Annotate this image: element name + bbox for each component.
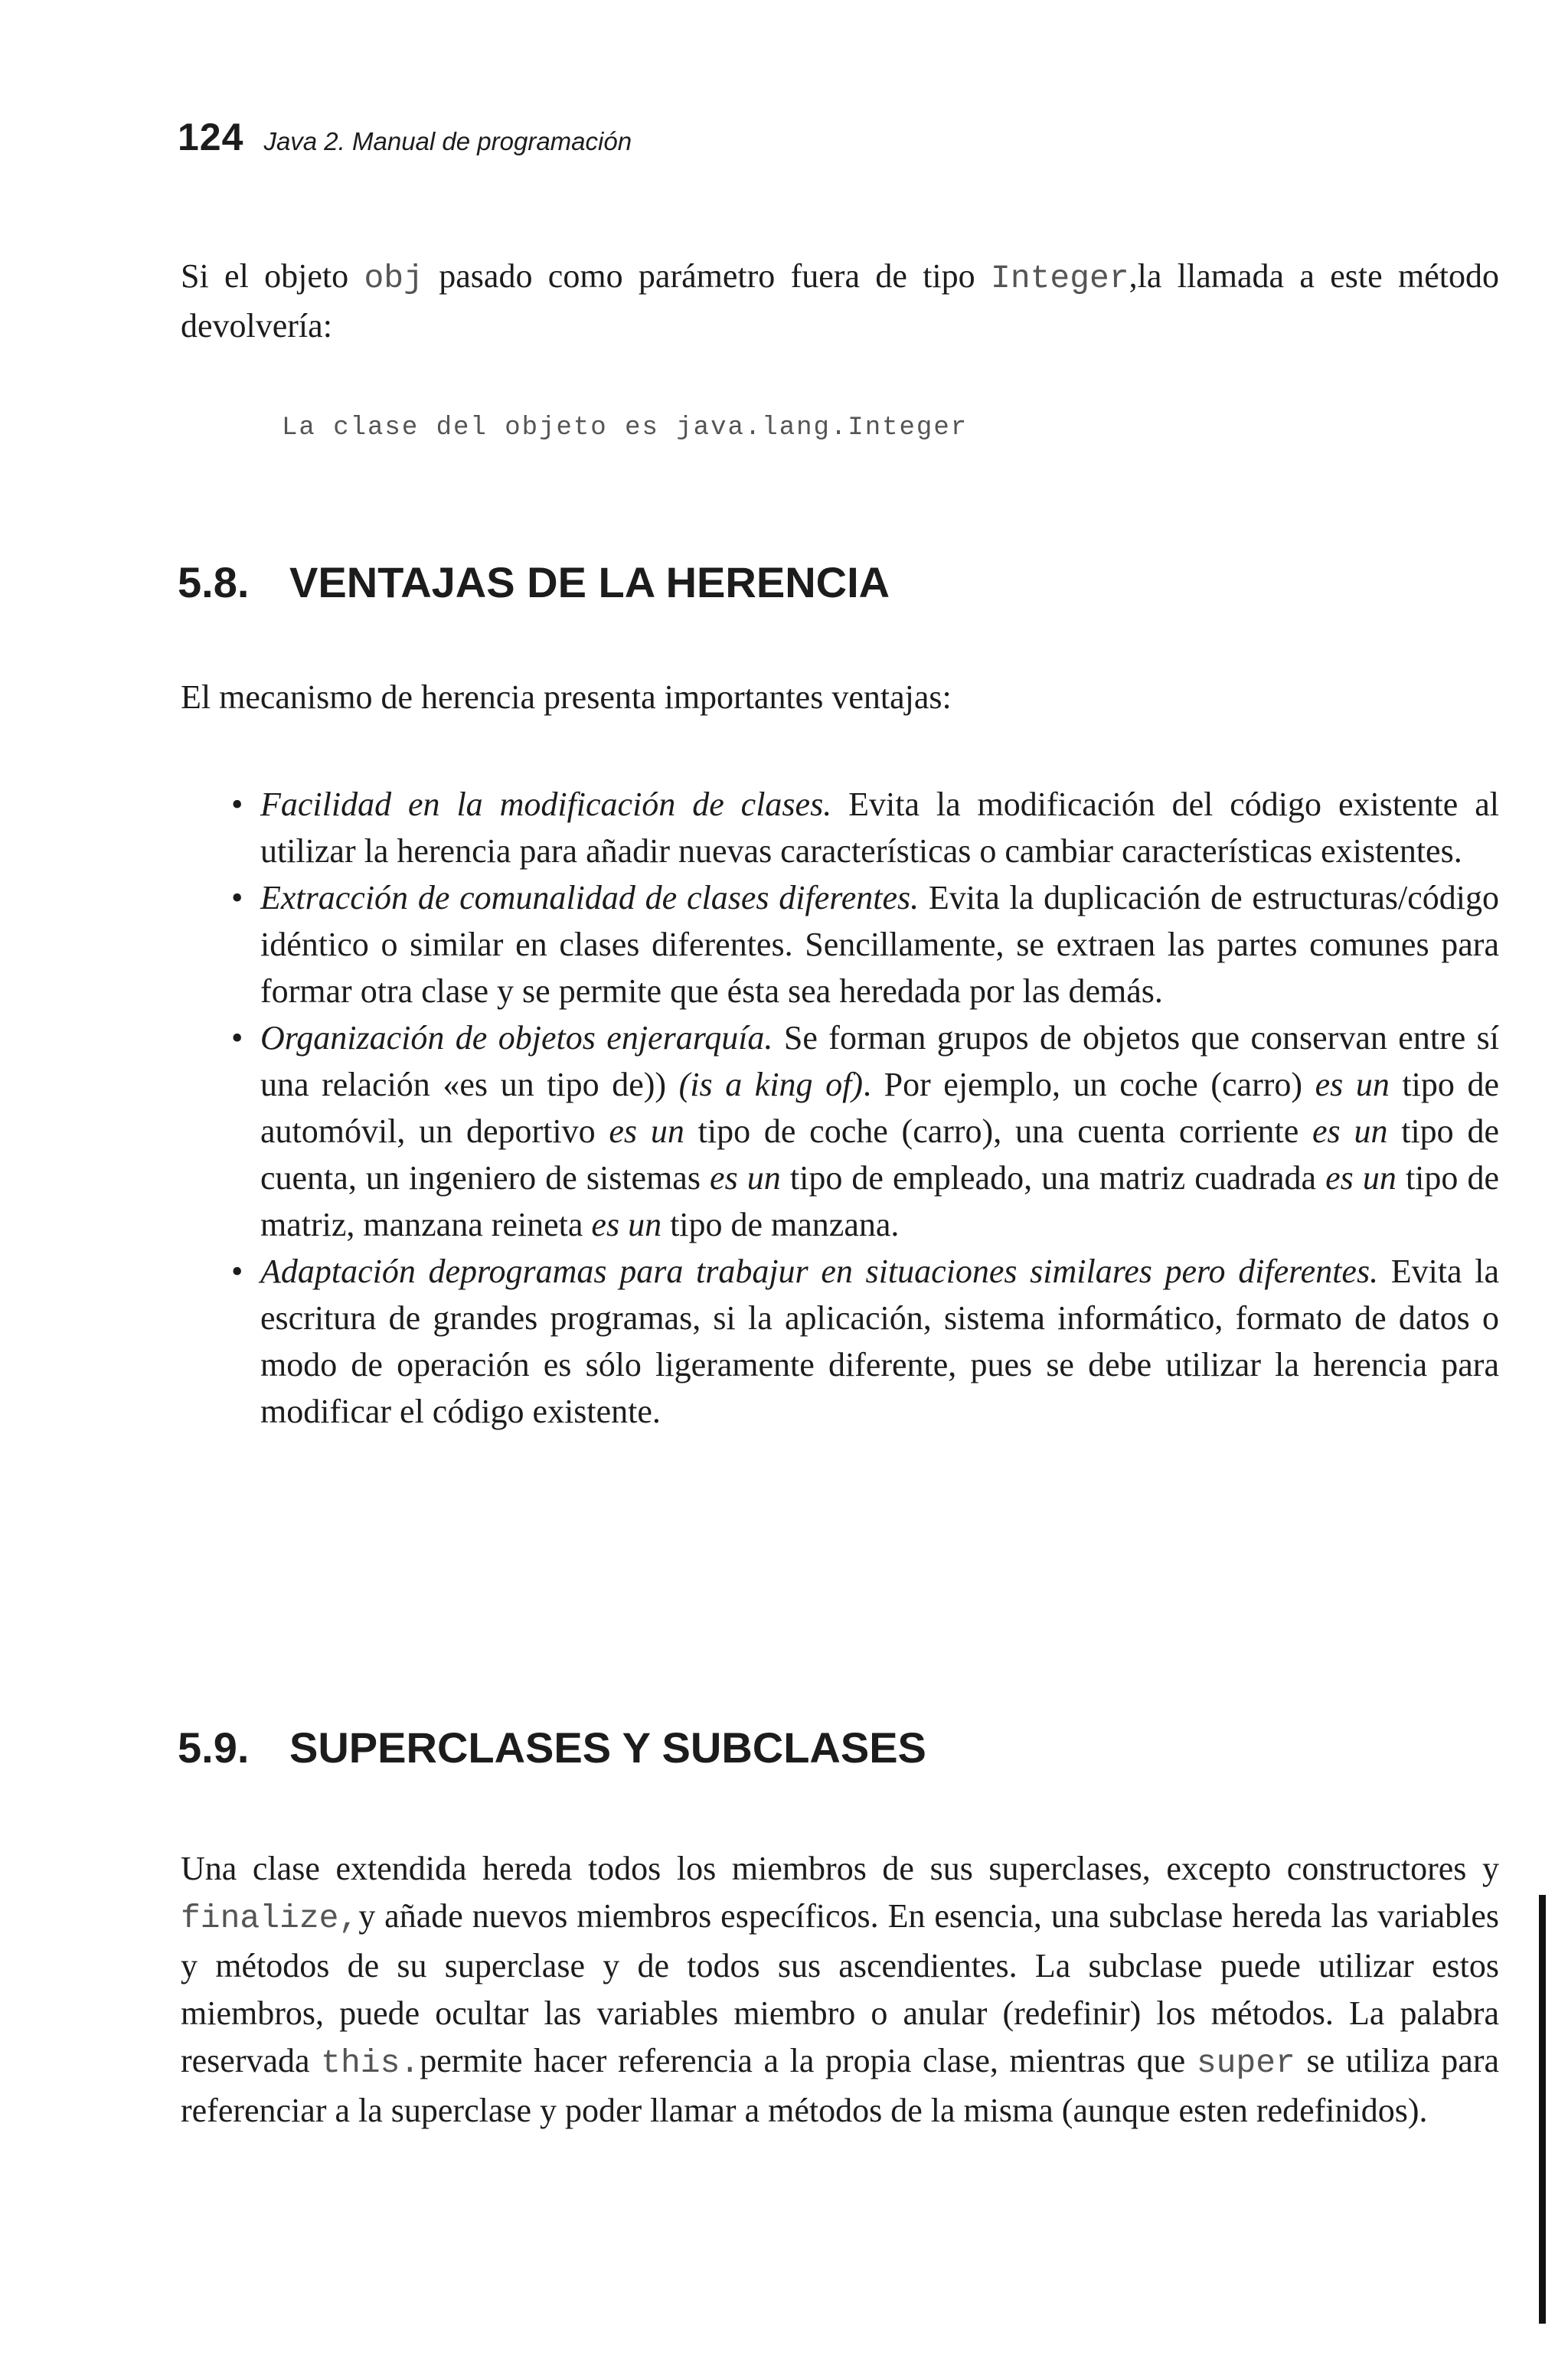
paragraph-text: permite hacer referencia a la propia clase, mientras que: [420, 2042, 1197, 2079]
paragraph-text: se utiliza para referenciar a la superclase y poder llamar a métodos de la misma (aunque esten redefinidos).: [181, 2042, 1499, 2129]
bullet-italic: (is a king of): [678, 1066, 864, 1103]
list-item: [227, 1248, 1499, 1435]
bullet-text: tipo de manzana.: [662, 1206, 900, 1243]
code-this: this.: [321, 2044, 420, 2082]
intro-paragraph: [181, 253, 1499, 350]
bullet-marker: •: [231, 786, 243, 823]
bullet-text: tipo de empleado, una matriz cuadrada: [780, 1159, 1326, 1197]
bullet-italic: es un: [1312, 1112, 1388, 1150]
code-finalize: finalize,: [181, 1900, 359, 1937]
bullet-text: Evita la duplicación de estructuras/código idéntico o similar en clases diferentes. Sencillamente, se extraen las partes comunes para formar otra clase y se permite que ésta sea heredada por las demás.: [260, 879, 1499, 1010]
paragraph-text: Una clase extendida hereda todos los miembros de sus superclases, excepto constructores y: [181, 1850, 1499, 1887]
list-item: [227, 874, 1499, 1014]
running-head: [178, 115, 632, 159]
bullet-text: . Por ejemplo, un coche (carro): [863, 1066, 1315, 1103]
bullet-marker: •: [231, 1253, 243, 1290]
bullet-lead: Facilidad en la modificación de clases.: [260, 786, 832, 823]
margin-change-bar: [1539, 1895, 1546, 2324]
paragraph-text: y añade nuevos miembros específicos. En esencia, una subclase hereda las variables y métodos de su superclase y de todos sus ascendientes. La subclase puede utilizar estos miembros, puede ocultar las variables miembro o anular (redefinir) los métodos. La palabra reservada: [181, 1897, 1499, 2079]
section-number: 5.9.: [178, 1723, 250, 1772]
bullet-text: tipo de automóvil, un deportivo: [260, 1066, 1499, 1150]
bullet-italic: es un: [710, 1159, 781, 1197]
book-title: Java 2. Manual de programación: [263, 127, 632, 155]
bullet-text: tipo de coche (carro), una cuenta corriente: [684, 1112, 1313, 1150]
intro-text: pasado como parámetro fuera de tipo: [423, 257, 991, 295]
advantages-list: [227, 781, 1499, 1435]
section-heading-5-9: [178, 1723, 926, 1772]
list-item: [227, 1014, 1499, 1248]
bullet-text: Evita la escritura de grandes programas, si la aplicación, sistema informático, formato de datos o modo de operación es sólo ligeramente diferente, pues se debe utilizar la herencia para modificar el código existente.: [260, 1253, 1499, 1430]
code-obj: obj: [364, 260, 423, 297]
section-heading-5-8: [178, 557, 890, 607]
bullet-italic: es un: [591, 1206, 662, 1243]
bullet-italic: es un: [609, 1112, 684, 1150]
section-title: VENTAJAS DE LA HERENCIA: [289, 558, 890, 606]
bullet-marker: •: [231, 879, 243, 916]
code-integer: Integer: [991, 260, 1129, 297]
bullet-marker: •: [231, 1019, 243, 1057]
code-super: super: [1196, 2044, 1295, 2082]
section-title: SUPERCLASES Y SUBCLASES: [289, 1723, 926, 1772]
superclasses-paragraph: [181, 1845, 1499, 2135]
intro-text: ,la llamada a este método devolvería:: [181, 257, 1499, 345]
intro-text: Si el objeto: [181, 257, 364, 295]
code-output: La clase del objeto es java.lang.Integer: [282, 413, 969, 443]
bullet-lead: Adaptación deprogramas para trabajur en situaciones similares pero diferentes.: [260, 1253, 1379, 1290]
bullet-text: tipo de cuenta, un ingeniero de sistemas: [260, 1112, 1499, 1197]
page-number: 124: [178, 116, 244, 158]
bullet-italic: es un: [1325, 1159, 1396, 1197]
bullet-italic: es un: [1315, 1066, 1390, 1103]
section-intro: El mecanismo de herencia presenta importantes ventajas:: [181, 678, 952, 716]
list-item: [227, 781, 1499, 874]
bullet-lead: Organización de objetos enjerarquía.: [260, 1019, 773, 1057]
bullet-text: Evita la modificación del código existente al utilizar la herencia para añadir nuevas características o cambiar características existentes.: [260, 786, 1499, 870]
bullet-lead: Extracción de comunalidad de clases diferentes.: [260, 879, 920, 916]
section-number: 5.8.: [178, 558, 250, 606]
bullet-text: Se forman grupos de objetos que conservan entre sí una relación «es un tipo de)): [260, 1019, 1500, 1103]
bullet-text: tipo de matriz, manzana reineta: [260, 1159, 1500, 1243]
